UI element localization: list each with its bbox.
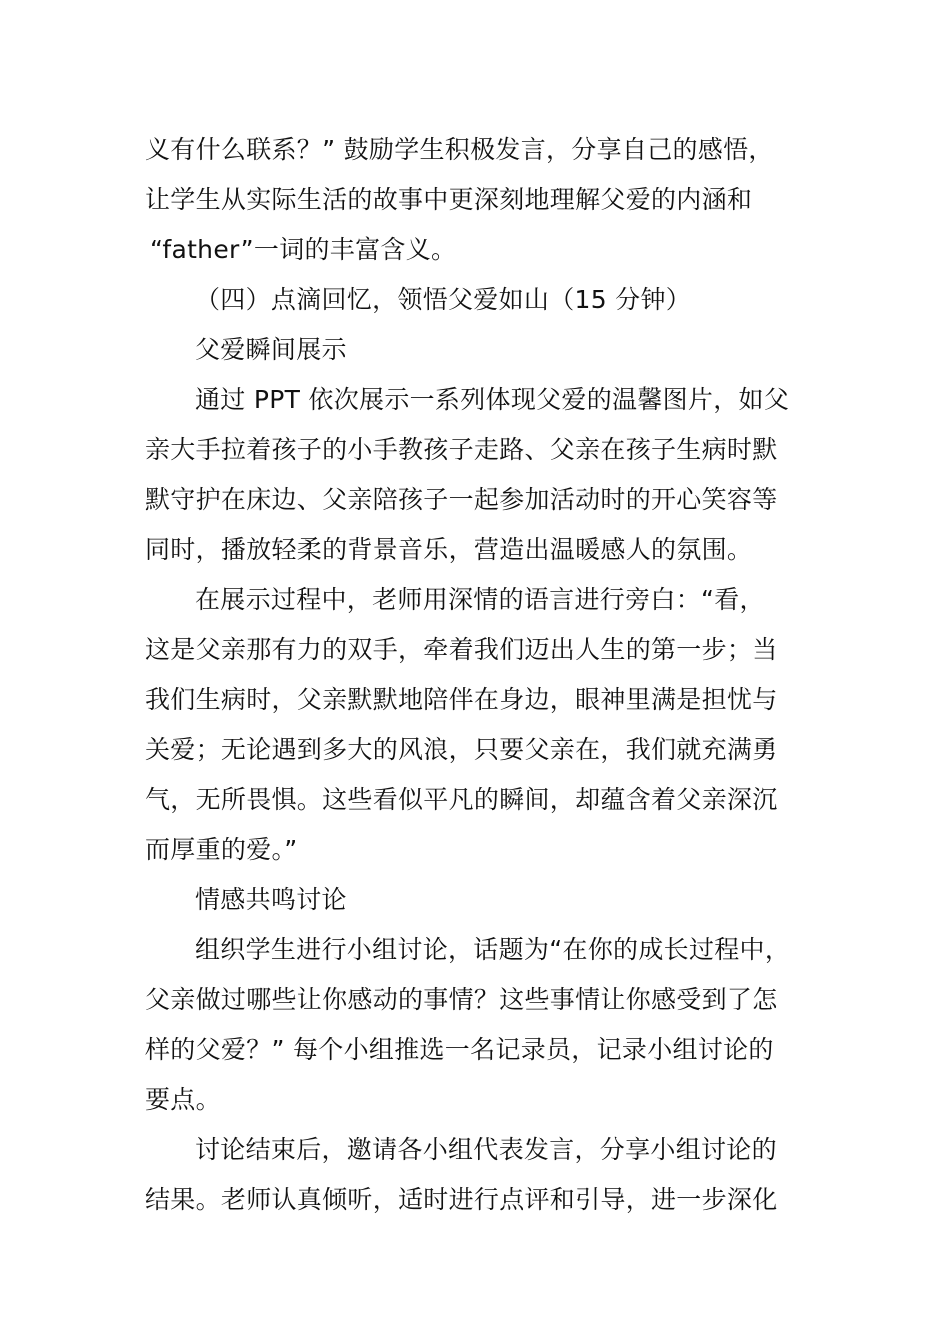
- subheading: 情感共鸣讨论: [195, 885, 347, 914]
- text-line: 而厚重的爱。”: [145, 835, 298, 864]
- text-line: 让学生从实际生活的故事中更深刻地理解父爱的内涵和: [145, 185, 753, 214]
- text-line: 在展示过程中，老师用深情的语言进行旁白：“看，: [195, 585, 765, 614]
- text-line: 同时，播放轻柔的背景音乐，营造出温暖感人的氛围。: [145, 535, 753, 564]
- text-line: 组织学生进行小组讨论，话题为“在你的成长过程中，: [195, 935, 791, 964]
- text-line: 这是父亲那有力的双手，牵着我们迈出人生的第一步；当: [145, 635, 778, 664]
- text-line: 关爱；无论遇到多大的风浪，只要父亲在，我们就充满勇: [145, 735, 778, 764]
- text-line: “father”一词的丰富含义。: [150, 235, 457, 264]
- text-line: 要点。: [145, 1085, 221, 1114]
- text-line: 结果。老师认真倾听，适时进行点评和引导，进一步深化: [145, 1185, 778, 1214]
- text-line: 讨论结束后，邀请各小组代表发言，分享小组讨论的: [195, 1135, 777, 1164]
- text-line: 父亲做过哪些让你感动的事情？这些事情让你感受到了怎: [145, 985, 778, 1014]
- text-line: 亲大手拉着孩子的小手教孩子走路、父亲在孩子生病时默: [145, 435, 778, 464]
- text-line: 样的父爱？” 每个小组推选一名记录员，记录小组讨论的: [145, 1035, 774, 1064]
- section-heading: （四）点滴回忆，领悟父爱如山（15 分钟）: [195, 285, 692, 314]
- subheading: 父爱瞬间展示: [195, 335, 347, 364]
- text-line: 气，无所畏惧。这些看似平凡的瞬间，却蕴含着父亲深沉: [145, 785, 778, 814]
- text-line: 我们生病时，父亲默默地陪伴在身边，眼神里满是担忧与: [145, 685, 778, 714]
- text-line: 义有什么联系？” 鼓励学生积极发言，分享自己的感悟，: [145, 135, 774, 164]
- text-line: 通过 PPT 依次展示一系列体现父爱的温馨图片，如父: [195, 385, 790, 414]
- text-line: 默守护在床边、父亲陪孩子一起参加活动时的开心笑容等: [145, 485, 778, 514]
